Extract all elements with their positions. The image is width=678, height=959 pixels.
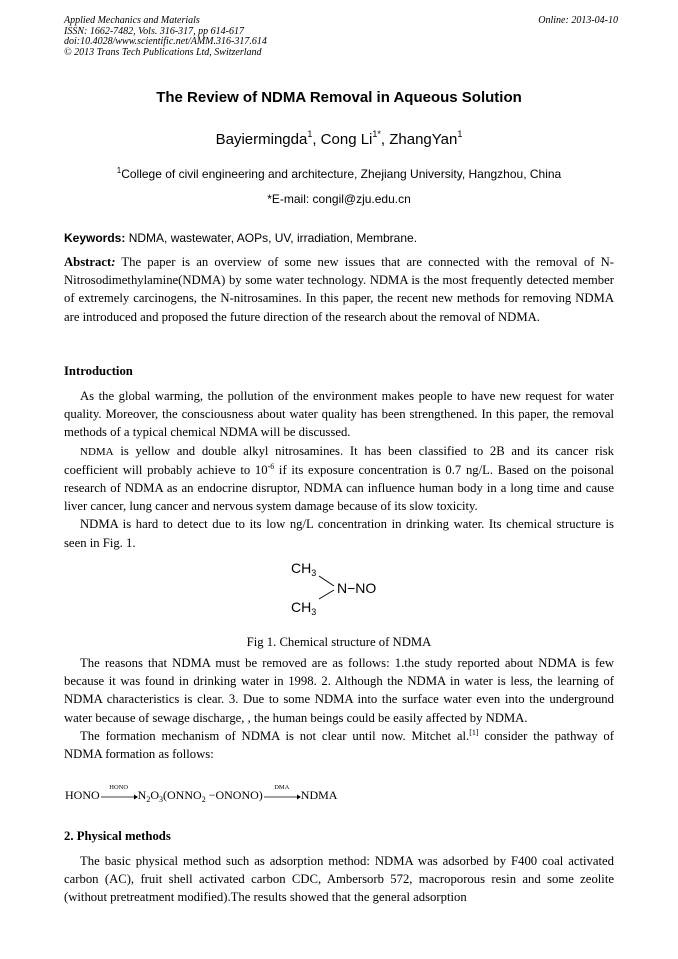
doi-line: doi:10.4028/www.scientific.net/AMM.316-317.614 — [64, 36, 267, 48]
figure-caption: Fig 1. Chemical structure of NDMA — [246, 635, 432, 649]
journal-header — [64, 16, 618, 58]
author-name: , Cong Li — [312, 131, 373, 148]
introduction-body — [64, 387, 614, 552]
ndma-structure-figure — [289, 555, 399, 617]
reaction-arrow — [100, 784, 138, 803]
abstract-colon: : — [111, 255, 116, 269]
author-name: , ZhangYan — [380, 131, 458, 148]
reasons-body — [64, 654, 614, 763]
nitroso-group: N−NO — [337, 580, 377, 596]
affiliation — [0, 167, 678, 181]
paragraph — [64, 727, 614, 763]
methyl-top: $CH_3$ — [291, 560, 317, 578]
paragraph-text: is yellow and double alkyl nitrosamines. It has been classified to 2B and its cancer risk coefficient will probably achieve to 10 — [64, 443, 614, 477]
arrow-label: HONO — [109, 784, 129, 791]
arrow-icon — [263, 794, 301, 800]
citation: [1] — [469, 727, 479, 737]
abstract-text: The paper is an overview of some new issues that are connected with the removal of N-Nitrosodimethylamine(NDMA) by some water technology. NDMA is the most frequently detected member of extremely carcinogens, the N-nitrosamines. In this paper, the recent new methods for removing NDMA are introduced and proposed the future direction of the research about the removal of NDMA. — [64, 255, 614, 324]
paragraph-text: if its exposure concentration is 0.7 ng/L. Based on the poisonal research of NDMA as an endocrine disruptor, NDMA can influence human body in a long time and cause liver cancer, lung cancer and nervous system damage because of its slow toxicity. — [64, 462, 615, 514]
keywords-label: Keywords: — [64, 231, 126, 245]
contact-email: *E-mail: congil@zju.edu.cn — [267, 192, 411, 206]
author-affil-mark: 1 — [307, 129, 313, 139]
formation-equation — [65, 784, 338, 805]
paragraph: The reasons that NDMA must be removed are as follows: 1.the study reported about NDMA is few because it was found in drinking water in 1998. 2. Although the NDMA in water is less, the learning of NDMA characteristics is clear. 3. Due to some NDMA into the surface water even into the underground water because of sewage discharge, , the human beings could be easily affected by NDMA. — [64, 656, 614, 725]
online-date: Online: 2013-04-10 — [538, 15, 618, 26]
issn-line: ISSN: 1662-7482, Vols. 316-317, pp 614-617 — [64, 25, 244, 37]
reaction-arrow — [263, 784, 301, 803]
reactant: HONO — [65, 788, 100, 802]
methyl-bottom: $CH_3$ — [291, 599, 317, 617]
section2-body — [64, 852, 614, 907]
affiliation-text: College of civil engineering and architecture, Zhejiang University, Hangzhou, China — [121, 167, 562, 181]
arrow-icon — [100, 794, 138, 800]
introduction-heading: Introduction — [64, 364, 133, 378]
arrow-label: DMA — [274, 784, 290, 791]
keywords-text: NDMA, wastewater, AOPs, UV, irradiation, Membrane. — [125, 231, 418, 245]
paragraph-text: consider the pathway of NDMA formation as follows: — [64, 728, 614, 762]
copyright-line: © 2013 Trans Tech Publications Ltd, Switzerland — [64, 46, 262, 58]
product: NDMA — [300, 788, 338, 802]
author-affil-mark: 1 — [457, 129, 463, 139]
journal-name: Applied Mechanics and Materials — [64, 15, 200, 26]
paper-title: The Review of NDMA Removal in Aqueous Solution — [156, 89, 522, 106]
keywords — [64, 231, 618, 245]
paragraph: The basic physical method such as adsorption method: NDMA was adsorbed by F400 coal activated carbon (AC), fruit shell activated carbon CDC, Ambersorb 572, macroporous resin and some zeolite (without pretreatment modified).The results showed that the general adsorption — [64, 854, 614, 905]
intermediate: $N_2O_3(ONNO_2$ −ONONO) — [137, 788, 263, 804]
section2-heading: 2. Physical methods — [64, 829, 171, 843]
paragraph: As the global warming, the pollution of the environment makes people to have new request for water quality. Moreover, the consciousness about water quality has been strengthened. In this paper, the removal methods of a typical chemical NDMA will be discussed. — [64, 389, 614, 440]
author-affil-mark: 1* — [372, 129, 381, 139]
paragraph — [64, 442, 614, 516]
author-name: Bayiermingda — [215, 131, 308, 148]
exponent: -6 — [267, 461, 275, 471]
author-list — [0, 131, 678, 148]
abstract-label: Abstract — [64, 255, 112, 269]
abstract — [64, 253, 614, 326]
paragraph: NDMA is hard to detect due to its low ng/L concentration in drinking water. Its chemical structure is seen in Fig. 1. — [64, 517, 614, 550]
ndma-small: NDMA — [80, 445, 114, 458]
affiliation-mark: 1 — [116, 166, 122, 175]
paragraph-text: The formation mechanism of NDMA is not clear until now. Mitchet al. — [80, 728, 470, 743]
